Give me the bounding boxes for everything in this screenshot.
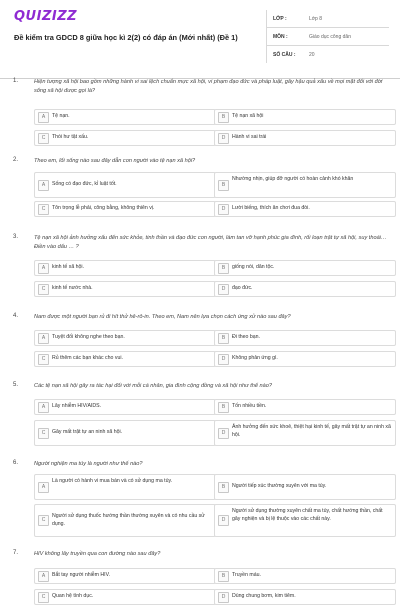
option-text: Không phản ứng gì. xyxy=(232,355,278,361)
option-letter: D xyxy=(218,592,229,603)
question-text: Nam được một người bạn rủ đi hít thử hê-rô-in. Theo em, Nam nên lựa chọn cách ứng xử nào sau đây? xyxy=(34,314,291,320)
option-text: Đi theo bạn. xyxy=(232,334,260,340)
answer-option-a[interactable] xyxy=(34,399,216,415)
answer-option-d[interactable] xyxy=(214,504,396,537)
question-text: Hiện tượng xã hội bao gồm những hành vi sai lệch chuẩn mực xã hội, vi phạm đạo đức và pháp luật, gây hậu quả xấu về mọi mặt đối với đời sống xã hội được gọi là? xyxy=(34,79,383,94)
worksheet-meta-table xyxy=(266,10,389,63)
option-text: Tệ nạn xã hội xyxy=(232,113,264,119)
option-text: Rủ thêm các bạn khác cho vui. xyxy=(52,355,123,361)
option-text: Quan hệ tình dục. xyxy=(52,593,94,599)
option-text: Gây mất trật tự an ninh xã hội. xyxy=(52,429,123,435)
option-letter: A xyxy=(38,482,49,493)
option-text: Thói hư tật xấu. xyxy=(52,134,89,140)
answer-option-c[interactable] xyxy=(34,130,216,146)
meta-value: Lớp 8 xyxy=(309,15,323,22)
answer-option-a[interactable] xyxy=(34,474,216,500)
meta-label: SỐ CÂU : xyxy=(273,51,296,58)
option-text: Ảnh hưởng đến sức khoẻ, thiệt hại kinh tế, gây mất trật tự an ninh xã hội. xyxy=(232,424,391,438)
answer-option-c[interactable] xyxy=(34,420,216,446)
option-letter: D xyxy=(218,354,229,365)
answer-option-b[interactable] xyxy=(214,172,396,198)
question-number: 2. xyxy=(13,157,19,163)
option-text: kinh tế nước nhà. xyxy=(52,285,93,291)
option-letter: D xyxy=(218,428,229,439)
option-text: Tuyệt đối không nghe theo bạn. xyxy=(52,334,125,340)
option-letter: A xyxy=(38,571,49,582)
answer-option-c[interactable] xyxy=(34,281,216,297)
option-letter: C xyxy=(38,204,49,215)
answer-option-a[interactable] xyxy=(34,330,216,346)
answer-option-a[interactable] xyxy=(34,172,216,198)
option-letter: C xyxy=(38,428,49,439)
question-number: 3. xyxy=(13,234,19,240)
question-text: Người nghiện ma túy là người như thế nào? xyxy=(34,461,143,467)
answer-option-b[interactable] xyxy=(214,330,396,346)
answer-option-c[interactable] xyxy=(34,351,216,367)
option-letter: C xyxy=(38,592,49,603)
answer-option-d[interactable] xyxy=(214,420,396,446)
option-text: Tốn nhiều tiền. xyxy=(232,403,267,409)
meta-label: MÔN : xyxy=(273,33,288,40)
worksheet-title: Đề kiểm tra GDCD 8 giữa học kì 2(2) có đáp án (Mới nhất) (Đề 1) xyxy=(14,33,238,42)
answer-option-b[interactable] xyxy=(214,260,396,276)
question-text: HIV không lây truyền qua con đường nào sau đây? xyxy=(34,551,161,557)
answer-option-c[interactable] xyxy=(34,201,216,217)
option-text: Truyền máu. xyxy=(232,572,261,578)
option-text: Người tiếp xúc thường xuyên với ma túy. xyxy=(232,483,327,489)
answer-option-d[interactable] xyxy=(214,351,396,367)
answer-option-d[interactable] xyxy=(214,130,396,146)
option-letter: D xyxy=(218,284,229,295)
worksheet-header xyxy=(0,0,400,79)
option-text: Dùng chung bơm, kim tiêm. xyxy=(232,593,296,599)
answer-option-b[interactable] xyxy=(214,399,396,415)
answer-option-d[interactable] xyxy=(214,589,396,605)
option-text: Tệ nạn. xyxy=(52,113,70,119)
option-letter: A xyxy=(38,402,49,413)
option-letter: A xyxy=(38,333,49,344)
option-letter: C xyxy=(38,284,49,295)
answer-option-c[interactable] xyxy=(34,504,216,537)
meta-value: Giáo dục công dân xyxy=(309,33,351,40)
question-text: Tệ nạn xã hội ảnh hưởng xấu đến sức khỏe, tinh thần và đạo đức con người, làm tan vỡ hạnh phúc gia đình, rối loạn trật tự xã hội, suy thoái… Điền vào dấu … ? xyxy=(34,235,387,250)
answer-option-d[interactable] xyxy=(214,201,396,217)
option-letter: C xyxy=(38,354,49,365)
option-letter: D xyxy=(218,515,229,526)
quizizz-logo: QUIZIZZ xyxy=(14,9,78,24)
option-text: Lây nhiễm HIV/AIDS. xyxy=(52,403,102,409)
option-text: Bắt tay người nhiễm HIV. xyxy=(52,572,111,578)
option-letter: D xyxy=(218,204,229,215)
option-text: Nhường nhịn, giúp đỡ người có hoàn cảnh khó khăn xyxy=(232,176,354,182)
option-letter: B xyxy=(218,571,229,582)
option-letter: B xyxy=(218,263,229,274)
option-text: kinh tế xã hội. xyxy=(52,264,85,270)
answer-option-b[interactable] xyxy=(214,474,396,500)
option-letter: B xyxy=(218,112,229,123)
option-letter: A xyxy=(38,180,49,191)
option-text: Sống có đạo đức, kỉ luật tốt. xyxy=(52,181,117,187)
option-letter: C xyxy=(38,515,49,526)
option-letter: B xyxy=(218,482,229,493)
answer-option-b[interactable] xyxy=(214,109,396,125)
option-letter: B xyxy=(218,180,229,191)
option-text: Lười biếng, thích ăn chơi đua đòi. xyxy=(232,205,310,211)
answer-option-a[interactable] xyxy=(34,109,216,125)
option-text: đạo đức. xyxy=(232,285,253,291)
answer-option-b[interactable] xyxy=(214,568,396,584)
meta-label: LỚP : xyxy=(273,15,287,22)
question-text: Theo em, lối sống nào sau đây dẫn con người vào tệ nạn xã hội? xyxy=(34,158,196,164)
option-text: Hành vi sai trái xyxy=(232,134,267,140)
meta-row-subject xyxy=(267,28,389,46)
meta-row-count xyxy=(267,46,389,63)
question-number: 7. xyxy=(13,550,19,556)
option-text: Người sử dụng thường xuyên chất ma túy, chất hướng thần, chất gây nghiện và bị lệ thuộc vào các chất này. xyxy=(232,508,383,522)
option-letter: C xyxy=(38,133,49,144)
meta-value: 20 xyxy=(309,51,315,58)
question-number: 4. xyxy=(13,313,19,319)
answer-option-c[interactable] xyxy=(34,589,216,605)
question-number: 5. xyxy=(13,382,19,388)
question-number: 1. xyxy=(13,78,19,84)
option-letter: D xyxy=(218,133,229,144)
option-text: Tôn trọng lễ phải, công bằng, không thiên vị. xyxy=(52,205,155,211)
answer-option-a[interactable] xyxy=(34,260,216,276)
meta-row-class xyxy=(267,10,389,28)
option-letter: B xyxy=(218,402,229,413)
option-letter: A xyxy=(38,263,49,274)
option-letter: A xyxy=(38,112,49,123)
question-text: Các tệ nạn xã hội gây ra tác hại đối với mỗi cá nhân, gia đình cộng đồng và xã hội như thế nào? xyxy=(34,383,272,389)
option-text: giống nòi, dân tộc. xyxy=(232,264,275,270)
answer-option-a[interactable] xyxy=(34,568,216,584)
option-letter: B xyxy=(218,333,229,344)
question-number: 6. xyxy=(13,460,19,466)
option-text: Là người có hành vi mua bán và có sử dụng ma túy. xyxy=(52,478,173,484)
answer-option-d[interactable] xyxy=(214,281,396,297)
option-text: Người sử dụng thuốc hướng thần thường xuyên và có nhu cầu sử dụng. xyxy=(52,513,205,527)
